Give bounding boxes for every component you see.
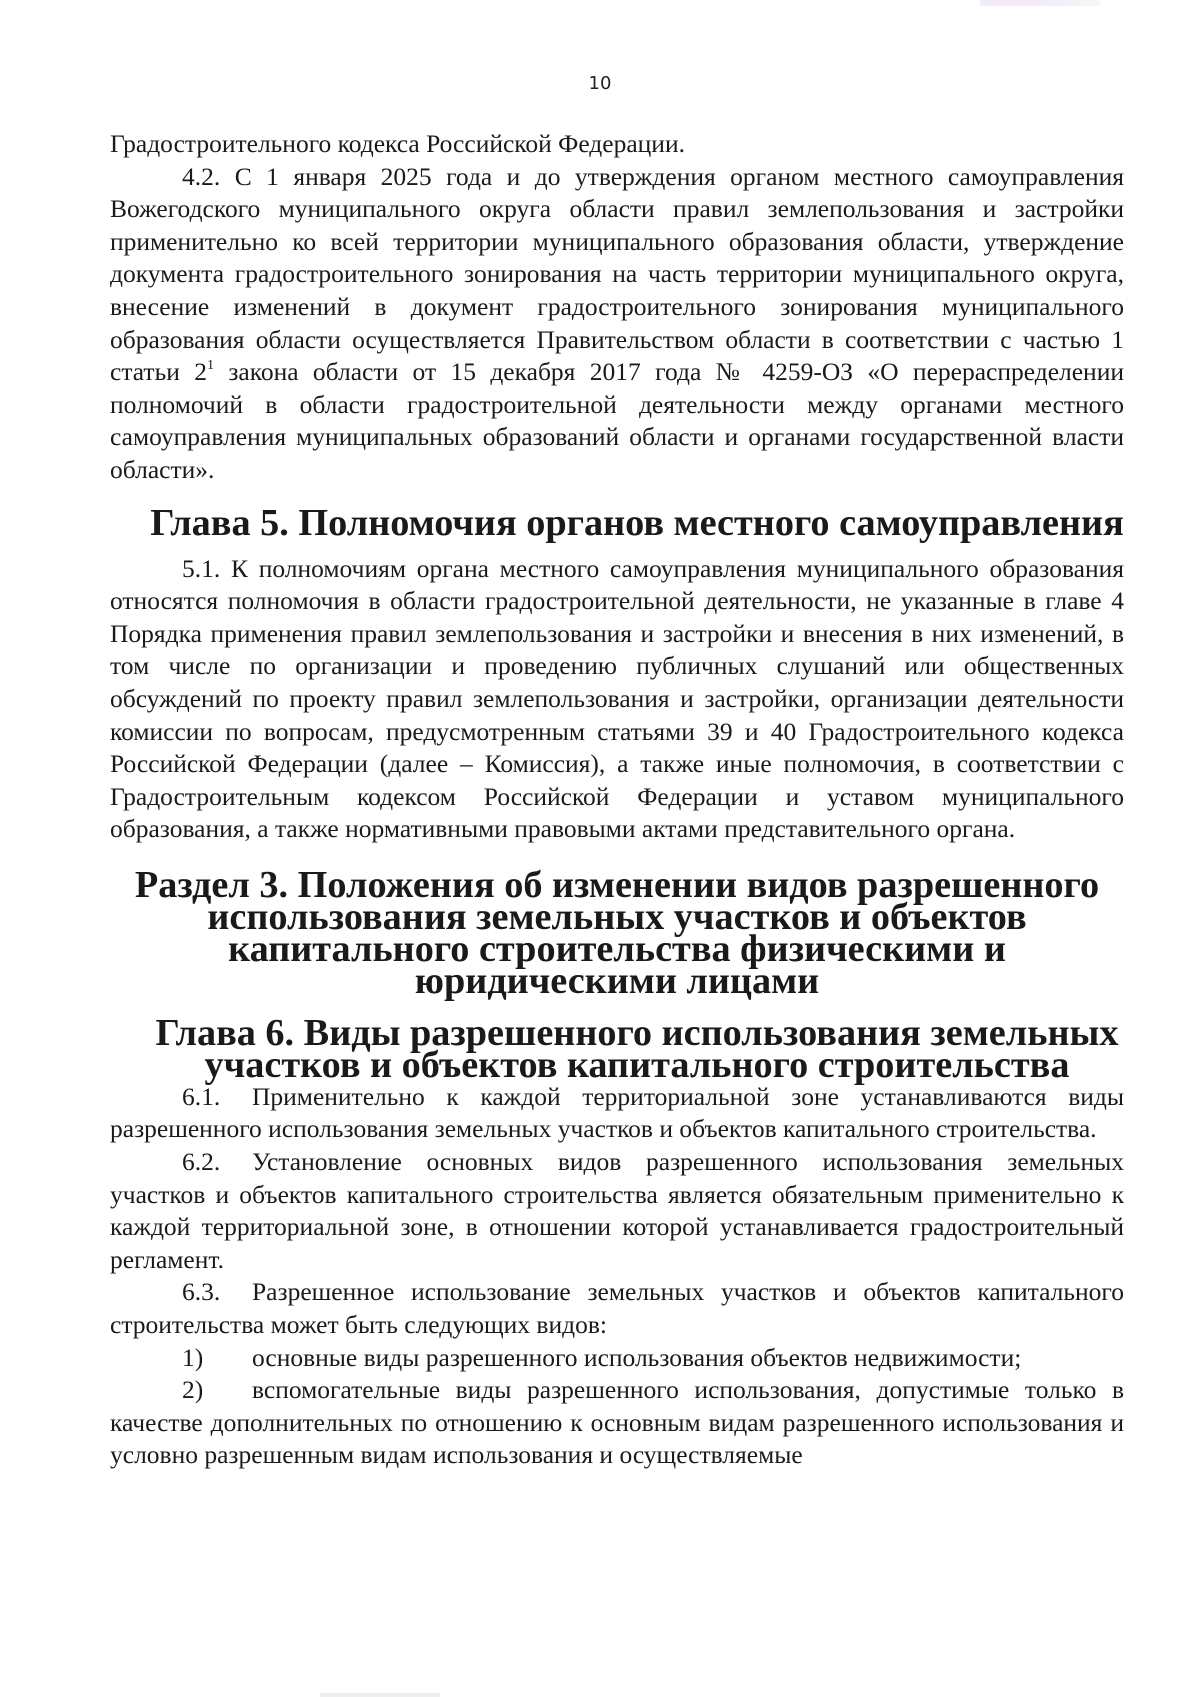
paragraph-6-1 (110, 1081, 1124, 1146)
paragraph-6-3-number: 6.3. (182, 1277, 221, 1307)
page-number: 10 (588, 73, 612, 94)
scan-artifact (980, 0, 1100, 6)
paragraph-4-2-text-end: закона области от 15 декабря 2017 года № 4259-ОЗ «О перераспределении полномочий в области градостроительной деятельности между органами местного самоуправления муниципальных образований области и органами государственной власти области». (110, 357, 1124, 484)
list-item-text: вспомогательные виды разрешенного использования, допустимые только в качестве дополнительных по отношению к основным видам разрешенного использования и условно разрешенным видам использования и осуществляемые (110, 1375, 1124, 1470)
chapter6-heading: Глава 6. Виды разрешенного использования земельных участков и объектов капитального строительства (155, 1011, 1119, 1086)
paragraph-6-3 (110, 1276, 1124, 1341)
paragraph-4-2 (110, 161, 1124, 487)
paragraph-6-2-text: Установление основных видов разрешенного использования земельных участков и объектов капитального строительства является обязательным применительно к каждой территориальной зоне, в отношении которой устанавливается градостроительный регламент. (110, 1147, 1124, 1274)
list-item-number: 1) (182, 1342, 204, 1372)
paragraph-6-2-number: 6.2. (182, 1147, 221, 1177)
paragraph-5-1: 5.1. К полномочиям органа местного самоуправления муниципального образования относятся полномочия в области градостроительной деятельности, не указанные в главе 4 Порядка применения правил землепользования и застройки и внесения в них изменений, в том числе по организации и проведению публичных слушаний или общественных обсуждений по проекту правил землепользования и застройки, организации деятельности комиссии по вопросам, предусмотренным статьями 39 и 40 Градостроительного кодекса Российской Федерации (далее – Комиссия), а также иные полномочия, в соответствии с Градостроительным кодексом Российской Федерации и уставом муниципального образования, а также нормативными правовыми актами представительного органа. (110, 553, 1124, 844)
paragraph-6-3-text: Разрешенное использование земельных участков и объектов капитального строительства может быть следующих видов: (110, 1277, 1124, 1340)
list-item-text: основные виды разрешенного использования объектов недвижимости; (252, 1342, 1022, 1372)
paragraph-6-1-number: 6.1. (182, 1081, 221, 1111)
paragraph-4-2-text: 4.2. С 1 января 2025 года и до утверждения органом местного самоуправления Вожегодского муниципального округа области правил землепользования и застройки применительно ко всей территории муниципального образования области, утверждение документа градостроительного зонирования на часть территории муниципального округа, внесение изменений в документ градостроительного зонирования муниципального образования области осуществляется Правительством области в соответствии с частью 1 статьи 2 (110, 161, 1124, 387)
footnote-superscript: 1 (206, 357, 214, 373)
chapter5-heading: Глава 5. Полномочия органов местного самоуправления (150, 501, 1124, 544)
list-item-number: 2) (182, 1375, 204, 1405)
document-body (110, 128, 1124, 1472)
paragraph-6-2 (110, 1146, 1124, 1276)
scan-artifact (320, 1693, 440, 1697)
section3-heading: Раздел 3. Положения об изменении видов разрешенного использования земельных участков и объектов капитального строительства физическими и юридическими лицами (134, 863, 1100, 1002)
chapter4-continuation: Градостроительного кодекса Российской Федерации. (110, 129, 685, 158)
list-item (110, 1374, 1124, 1472)
paragraph-6-1-text: Применительно к каждой территориальной зоне устанавливаются виды разрешенного использования земельных участков и объектов капитального строительства. (110, 1081, 1124, 1144)
list-item (110, 1342, 1124, 1375)
